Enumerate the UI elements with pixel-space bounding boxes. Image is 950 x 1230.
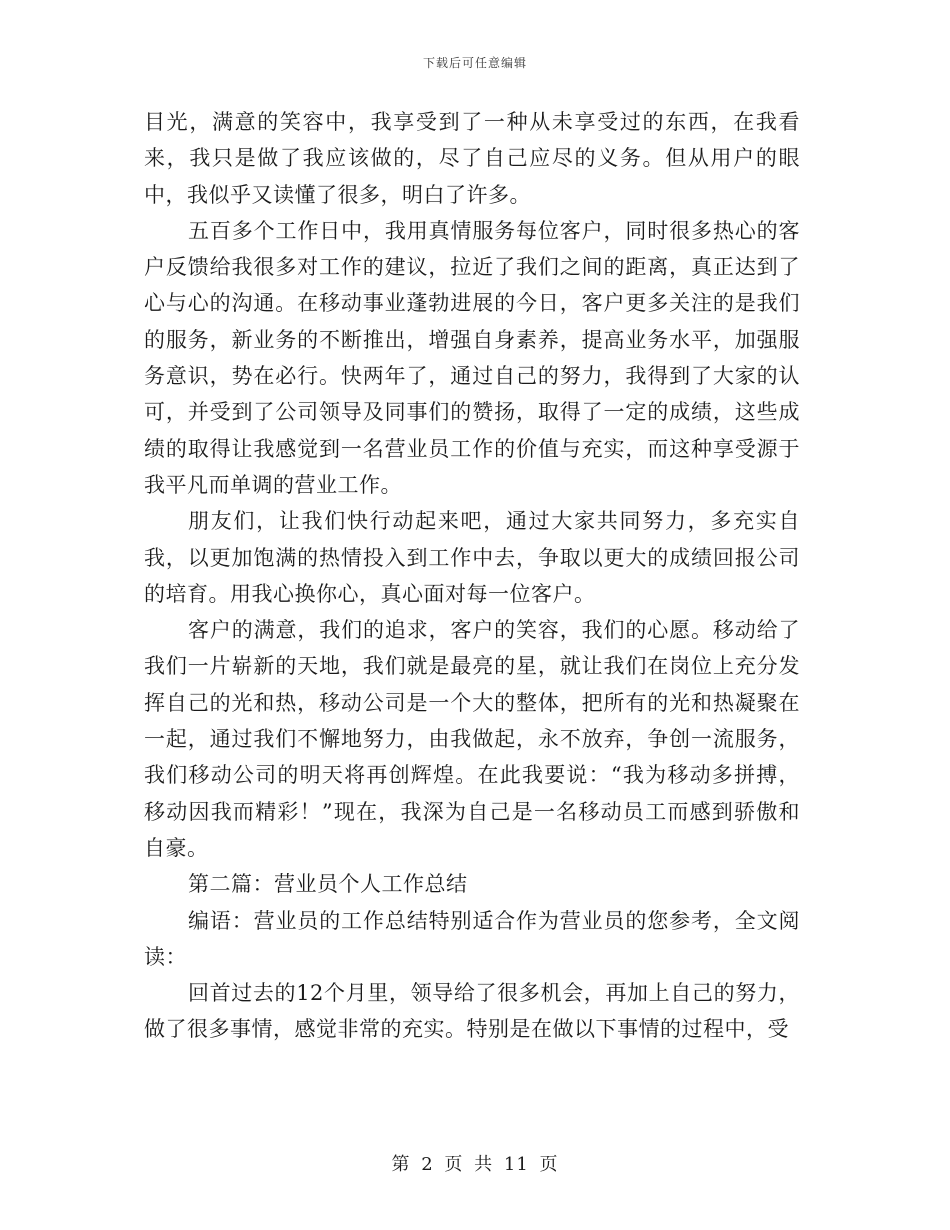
footer-total-word: 共 — [474, 1154, 494, 1175]
page-header: 下载后可任意编辑 — [422, 56, 527, 70]
paragraph-1: 目光，满意的笑容中，我享受到了一种从未享受过的东西，在我看来，我只是做了我应该做的，尽了自己应尽的义务。但从用户的眼中，我似乎又读懂了很多，明白了许多。 — [144, 110, 800, 207]
page-footer — [0, 1150, 950, 1176]
footer-prefix: 第 — [391, 1154, 411, 1175]
paragraph-7: 回首过去的12个月里，领导给了很多机会，再加上自己的努力，做了很多事情，感觉非常的充实。特别是在做以下事情的过程中，受 — [144, 981, 800, 1042]
paragraph-2: 五百多个工作日中，我用真情服务每位客户，同时很多热心的客户反馈给我很多对工作的建议，拉近了我们之间的距离，真正达到了心与心的沟通。在移动事业蓬勃进展的今日，客户更多关注的是我们的服务，新业务的不断推出，增强自身素养，提高业务水平，加强服务意识，势在必行。快两年了，通过自己的努力，我得到了大家的认可，并受到了公司领导及同事们的赞扬，取得了一定的成绩，这些成绩的取得让我感觉到一名营业员工作的价值与充实，而这种享受源于我平凡而单调的营业工作。 — [144, 218, 800, 497]
paragraph-3: 朋友们，让我们快行动起来吧，通过大家共同努力，多充实自我，以更加饱满的热情投入到工作中去，争取以更大的成绩回报公司的培育。用我心换你心，真心面对每一位客户。 — [144, 509, 800, 606]
section-heading: 第二篇：营业员个人工作总结 — [188, 872, 468, 897]
footer-total-pages: 11 — [503, 1154, 529, 1175]
footer-suffix: 页 — [539, 1154, 559, 1175]
document-body — [144, 104, 800, 1048]
editor-note: 编语：营业员的工作总结特别适合作为营业员的您参考，全文阅读： — [144, 908, 800, 969]
footer-current-page: 2 — [421, 1154, 434, 1175]
paragraph-4: 客户的满意，我们的追求，客户的笑容，我们的心愿。移动给了我们一片崭新的天地，我们就是最亮的星，就让我们在岗位上充分发挥自己的光和热，移动公司是一个大的整体，把所有的光和热凝聚在一起，通过我们不懈地努力，由我做起，永不放弃，争创一流服务，我们移动公司的明天将再创辉煌。在此我要说：“我为移动多拼搏，移动因我而精彩！”现在，我深为自己是一名移动员工而感到骄傲和自豪。 — [144, 618, 800, 860]
footer-page-word: 页 — [444, 1154, 464, 1175]
